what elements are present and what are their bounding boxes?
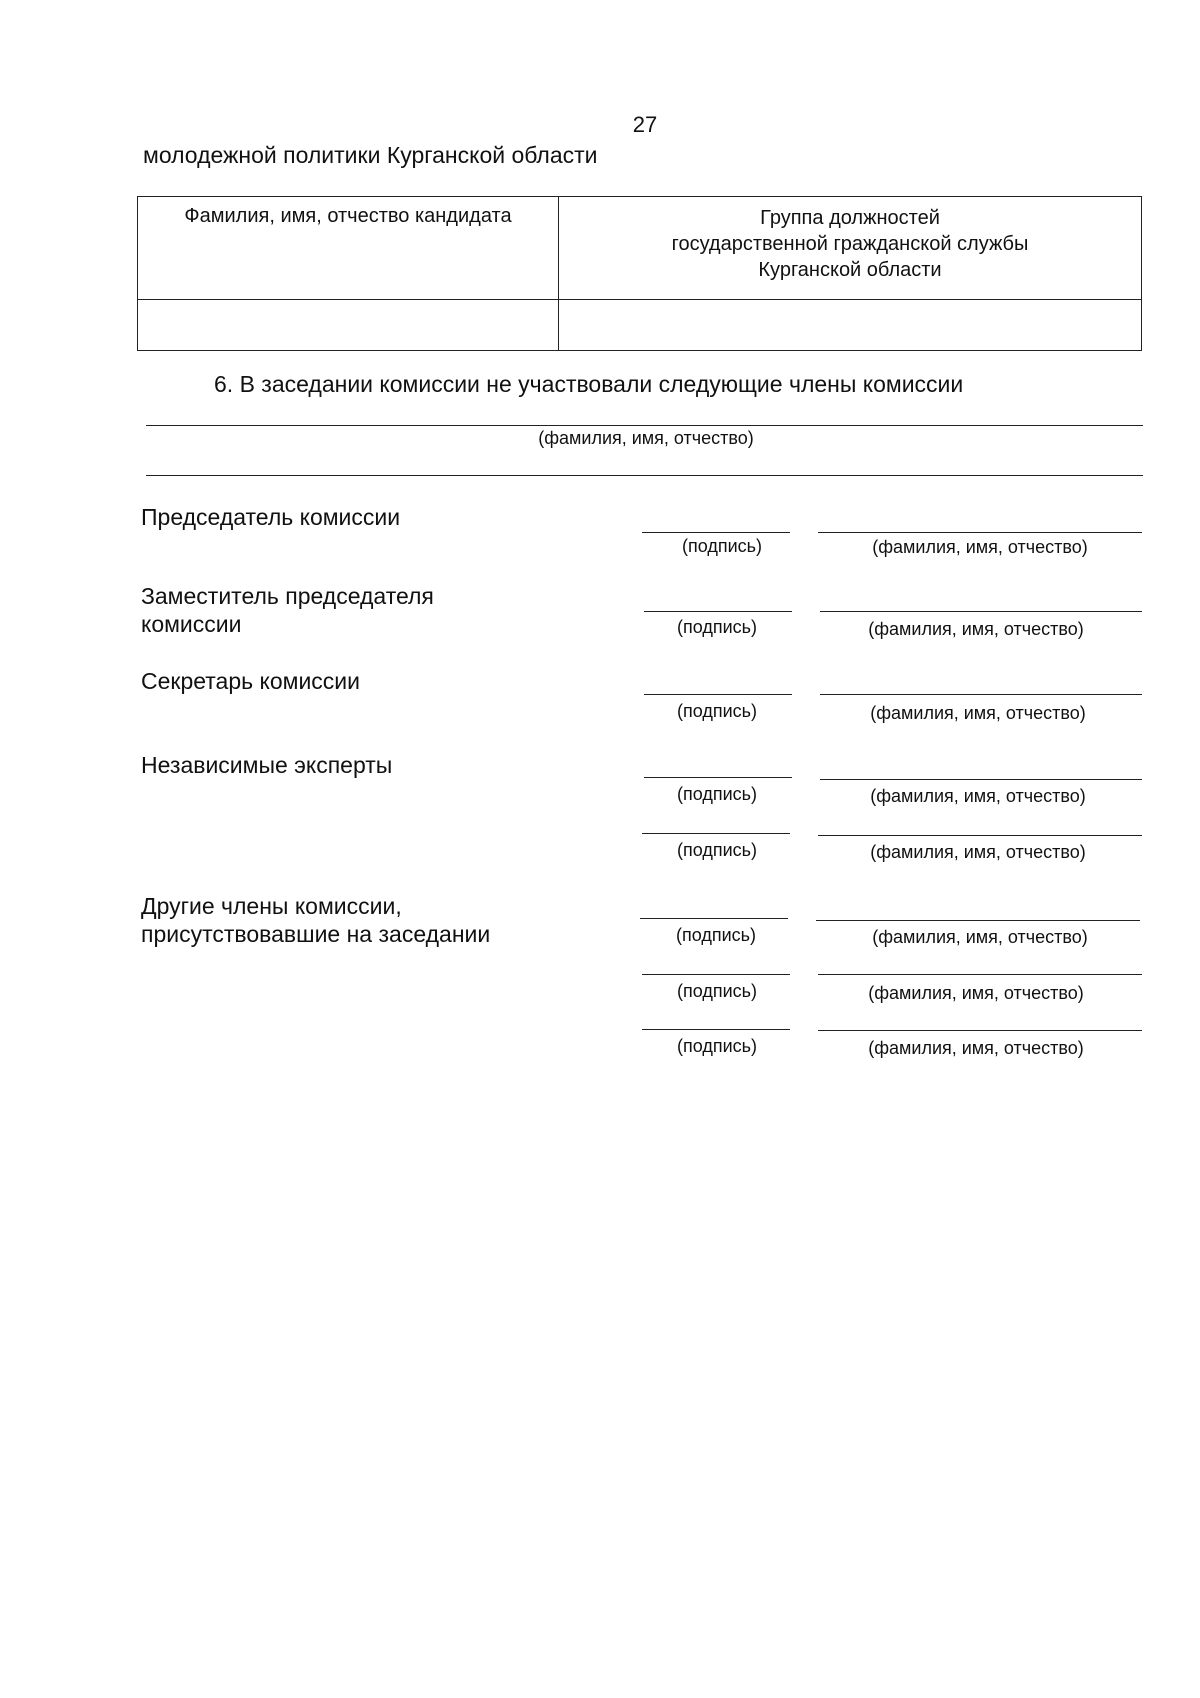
name-line[interactable] (818, 835, 1142, 836)
name-line[interactable] (818, 532, 1142, 533)
table-header-row (138, 197, 1142, 300)
name-line[interactable] (818, 1030, 1142, 1031)
signature-caption: (подпись) (681, 536, 763, 556)
absent-members-line-1[interactable] (146, 425, 1143, 426)
signature-line[interactable] (644, 611, 792, 612)
signature-caption: (подпись) (676, 981, 758, 1001)
role-chairman (141, 503, 400, 531)
cell-position-group[interactable] (559, 300, 1142, 351)
role-line: Другие члены комиссии, (141, 893, 402, 919)
absent-members-caption: (фамилия, имя, отчество) (538, 428, 754, 448)
page-number: 27 (632, 112, 658, 137)
header-group-line: Группа должностей (760, 207, 940, 229)
role-line: Заместитель председателя (141, 583, 434, 609)
signature-line[interactable] (642, 974, 790, 975)
header-position-group (559, 197, 1142, 300)
signature-caption: (подпись) (676, 1036, 758, 1056)
signature-line[interactable] (642, 532, 790, 533)
table-row (138, 300, 1142, 351)
role-secretary (141, 667, 360, 695)
name-caption: (фамилия, имя, отчество) (870, 703, 1086, 723)
name-line[interactable] (820, 611, 1142, 612)
role-other-members (141, 892, 490, 948)
section-6-text: 6. В заседании комиссии не участвовали следующие члены комиссии (214, 371, 964, 397)
signature-line[interactable] (644, 694, 792, 695)
signature-line[interactable] (644, 777, 792, 778)
header-group-line: государственной гражданской службы (671, 233, 1029, 255)
role-line: комиссии (141, 611, 242, 637)
signature-caption: (подпись) (676, 617, 758, 637)
signature-line[interactable] (640, 918, 788, 919)
name-caption: (фамилия, имя, отчество) (870, 786, 1086, 806)
signature-caption: (подпись) (675, 925, 757, 945)
name-line[interactable] (818, 974, 1142, 975)
name-caption: (фамилия, имя, отчество) (868, 1038, 1084, 1058)
role-line: присутствовавшие на заседании (141, 921, 491, 947)
signature-line[interactable] (642, 833, 790, 834)
signature-line[interactable] (642, 1029, 790, 1030)
name-line[interactable] (816, 920, 1140, 921)
name-caption: (фамилия, имя, отчество) (872, 537, 1088, 557)
name-caption: (фамилия, имя, отчество) (868, 983, 1084, 1003)
name-line[interactable] (820, 694, 1142, 695)
name-caption: (фамилия, имя, отчество) (872, 927, 1088, 947)
role-independent-experts (141, 751, 392, 779)
name-caption: (фамилия, имя, отчество) (870, 842, 1086, 862)
name-line[interactable] (820, 779, 1142, 780)
role-line: Председатель комиссии (141, 504, 401, 530)
continued-heading-text: молодежной политики Курганской области (143, 142, 598, 168)
role-line: Секретарь комиссии (141, 668, 360, 694)
cell-candidate-name[interactable] (138, 300, 559, 351)
signature-caption: (подпись) (676, 840, 758, 860)
name-caption: (фамилия, имя, отчество) (868, 619, 1084, 639)
signature-caption: (подпись) (676, 784, 758, 804)
signature-caption: (подпись) (676, 701, 758, 721)
header-group-line: Курганской области (758, 259, 942, 281)
role-deputy-chairman (141, 582, 434, 638)
absent-members-line-2[interactable] (146, 475, 1143, 476)
header-candidate-name: Фамилия, имя, отчество кандидата (138, 197, 559, 300)
candidates-table (137, 196, 1142, 351)
role-line: Независимые эксперты (141, 752, 393, 778)
